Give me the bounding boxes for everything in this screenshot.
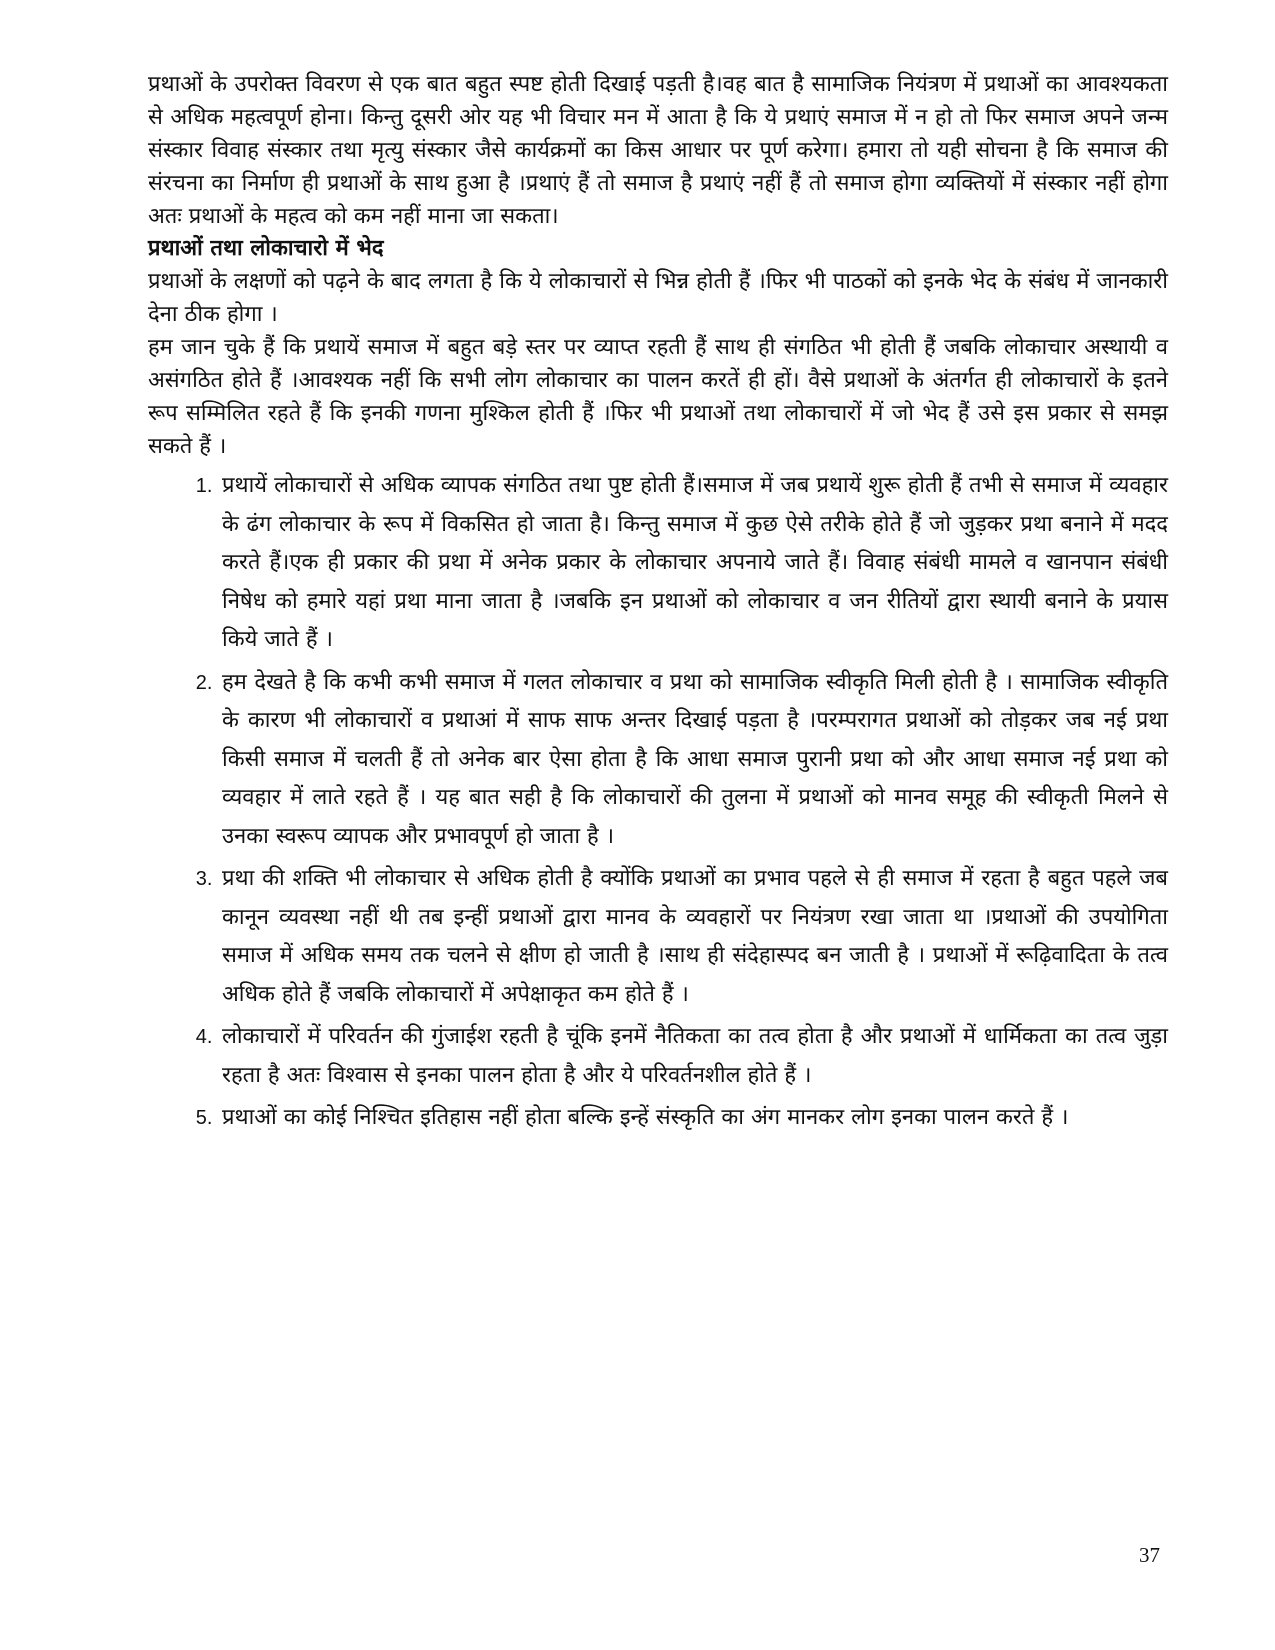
list-item: 1. प्रथायें लोकाचारों से अधिक व्यापक संगठित तथा पुष्ट होती हैं।समाज में जब प्रथायें शुरू होती हैं तभी से समाज में व्यवहार के ढंग लोकाचार के रूप में विकसित हो जाता है। किन्तु समाज में कुछ ऐसे तरीके होते हैं जो जुड़कर प्रथा बनाने में मदद करते हैं।एक ही प्रकार की प्रथा में अनेक प्रकार के लोकाचार अपनाये जाते हैं। विवाह संबंधी मामले व खानपान संबंधी निषेध को हमारे यहां प्रथा माना जाता है ।जबकि इन प्रथाओं को लोकाचार व जन रीतियों द्वारा स्थायी बनाने के प्रयास किये जाते हैं । bbox=[218, 467, 1168, 660]
differences-list bbox=[148, 467, 1168, 1138]
list-item: 5. प्रथाओं का कोई निश्चित इतिहास नहीं होता बल्कि इन्हें संस्कृति का अंग मानकर लोग इनका पालन करते हैं । bbox=[218, 1099, 1168, 1138]
paragraph-1: प्रथाओं के लक्षणों को पढ़ने के बाद लगता है कि ये लोकाचारों से भिन्न होती हैं ।फिर भी पाठकों को इनके भेद के संबंध में जानकारी देना ठीक होगा । bbox=[148, 269, 1168, 327]
list-item: 2. हम देखते है कि कभी कभी समाज में गलत लोकाचार व प्रथा को सामाजिक स्वीकृति मिली होती है । सामाजिक स्वीकृति के कारण भी लोकाचारों व प्रथाआं में साफ साफ अन्तर दिखाई पड़ता है ।परम्परागत प्रथाओं को तोड़कर जब नई प्रथा किसी समाज में चलती हैं तो अनेक बार ऐसा होता है कि आधा समाज पुरानी प्रथा को और आधा समाज नई प्रथा को व्यवहार में लाते रहते हैं । यह बात सही है कि लोकाचारों की तुलना में प्रथाओं को मानव समूह की स्वीकृती मिलने से उनका स्वरूप व्यापक और प्रभावपूर्ण हो जाता है । bbox=[218, 664, 1168, 857]
page-body bbox=[148, 68, 1168, 1142]
list-item: 4. लोकाचारों में परिवर्तन की गुंजाईश रहती है चूंकि इनमें नैतिकता का तत्व होता है और प्रथाओं में धार्मिकता का तत्व जुड़ा रहता है अतः विश्वास से इनका पालन होता है और ये परिवर्तनशील होते हैं । bbox=[218, 1018, 1168, 1095]
list-item: 3. प्रथा की शक्ति भी लोकाचार से अधिक होती है क्योंकि प्रथाओं का प्रभाव पहले से ही समाज में रहता है बहुत पहले जब कानून व्यवस्था नहीं थी तब इन्हीं प्रथाओं द्वारा मानव के व्यवहारों पर नियंत्रण रखा जाता था ।प्रथाओं की उपयोगिता समाज में अधिक समय तक चलने से क्षीण हो जाती है ।साथ ही संदेहास्पद बन जाती है । प्रथाओं में रूढ़िवादिता के तत्व अधिक होते हैं जबकि लोकाचारों में अपेक्षाकृत कम होते हैं । bbox=[218, 860, 1168, 1014]
page-number: 37 bbox=[1139, 1543, 1160, 1567]
paragraph-2: हम जान चुके हैं कि प्रथायें समाज में बहुत बड़े स्तर पर व्याप्त रहती हैं साथ ही संगठित भी होती हैं जबकि लोकाचार अस्थायी व असंगठित होते हैं ।आवश्यक नहीं कि सभी लोग लोकाचार का पालन करतें ही हों। वैसे प्रथाओं के अंतर्गत ही लोकाचारों के इतने रूप सम्मिलित रहते हैं कि इनकी गणना मुश्किल होती हैं ।फिर भी प्रथाओं तथा लोकाचारों में जो भेद हैं उसे इस प्रकार से समझ सकते हैं । bbox=[148, 335, 1168, 459]
section-heading: प्रथाओं तथा लोकाचारो में भेद bbox=[148, 236, 384, 261]
intro-paragraph: प्रथाओं के उपरोक्त विवरण से एक बात बहुत स्पष्ट होती दिखाई पड़ती है।वह बात है सामाजिक नियंत्रण में प्रथाओं का आवश्यकता से अधिक महत्वपूर्ण होना। किन्तु दूसरी ओर यह भी विचार मन में आता है कि ये प्रथाएं समाज में न हो तो फिर समाज अपने जन्म संस्कार विवाह संस्कार तथा मृत्यु संस्कार जैसे कार्यक्रमों का किस आधार पर पूर्ण करेगा। हमारा तो यही सोचना है कि समाज की संरचना का निर्माण ही प्रथाओं के साथ हुआ है ।प्रथाएं हैं तो समाज है प्रथाएं नहीं हैं तो समाज होगा व्यक्तियों में संस्कार नहीं होगा अतः प्रथाओं के महत्व को कम नहीं माना जा सकता। bbox=[148, 72, 1168, 229]
